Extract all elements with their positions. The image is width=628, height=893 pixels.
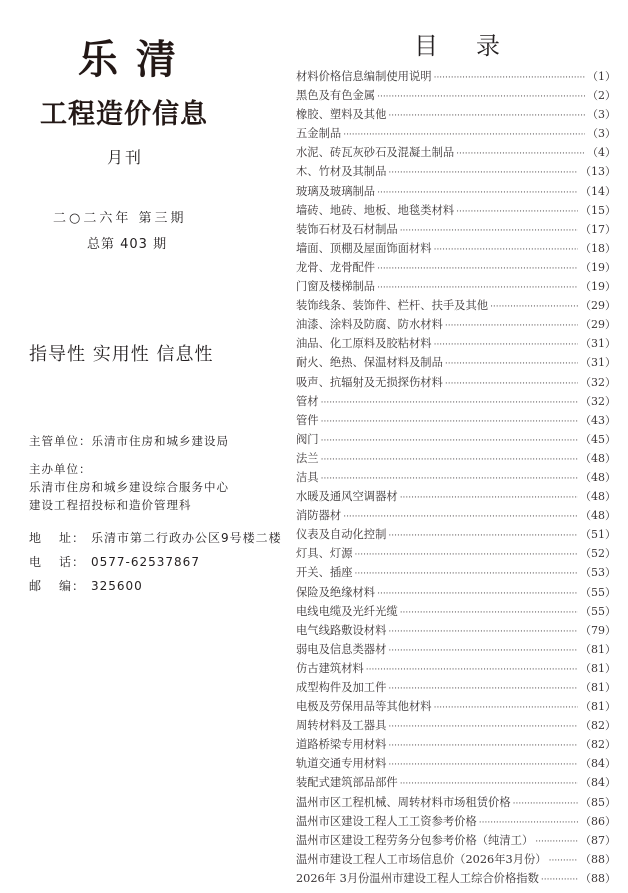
toc-leader-dots [513,799,578,809]
table-of-contents [296,0,618,893]
toc-leader-dots [355,550,579,560]
postcode-label-2: 编： [59,579,86,593]
toc-entry-page: （85） [580,795,616,809]
postcode-row [29,577,143,594]
toc-entry-title: 墙面、顶棚及屋面饰面材料 [296,241,432,255]
postcode-value: 325600 [91,579,143,593]
toc-leader-dots [366,665,578,675]
toc-entry[interactable] [296,545,616,564]
toc-entry-page: （3） [587,127,616,141]
toc-entry-title: 橡胶、塑料及其他 [296,108,387,122]
toc-entry-page: （55） [580,585,616,599]
toc-list [296,68,616,889]
organizer-row [29,460,290,514]
toc-entry-page: （79） [580,623,616,637]
toc-entry[interactable] [296,412,616,431]
toc-leader-dots [479,818,578,828]
toc-entry-page: （84） [580,776,616,790]
toc-entry-page: （52） [580,547,616,561]
toc-entry-page: （1） [587,70,616,83]
toc-entry[interactable] [296,431,616,450]
toc-leader-dots [321,455,578,465]
toc-leader-dots [535,837,578,847]
toc-entry-title: 管件 [296,413,319,427]
toc-entry[interactable] [296,564,616,583]
toc-leader-dots [400,608,578,618]
toc-entry-page: （31） [580,337,616,351]
toc-leader-dots [377,589,578,599]
toc-entry-page: （86） [580,814,616,828]
toc-entry-title: 灯具、灯源 [296,547,353,561]
toc-entry-title: 耐火、绝热、保温材料及制品 [296,356,443,370]
toc-leader-dots [434,703,578,713]
toc-leader-dots [377,264,578,274]
toc-entry-title: 管材 [296,394,319,408]
toc-entry-title: 五金制品 [296,127,342,141]
toc-leader-dots [388,531,578,541]
toc-entry[interactable] [296,450,616,469]
toc-entry[interactable] [296,622,616,641]
supervisor-row [29,432,229,450]
organizer-line-1: 乐清市住房和城乡建设综合服务中心 [29,480,229,494]
toc-leader-dots [377,92,585,102]
toc-entry[interactable] [296,736,616,755]
toc-entry-page: （81） [580,700,616,714]
toc-entry[interactable] [296,584,616,603]
toc-entry-title: 消防器材 [296,509,342,523]
toc-leader-dots [388,741,578,751]
toc-entry-title: 水泥、砖瓦灰砂石及混凝土制品 [296,146,455,160]
organizer-value [29,478,229,514]
toc-entry[interactable] [296,202,616,221]
toc-leader-dots [434,73,585,83]
toc-entry-title: 木、竹材及其制品 [296,165,387,179]
toc-entry-page: （31） [580,356,616,370]
toc-entry[interactable] [296,240,616,259]
toc-entry-page: （17） [580,222,616,236]
toc-entry[interactable] [296,68,616,87]
toc-entry[interactable] [296,374,616,393]
toc-entry-title: 阀门 [296,432,319,446]
toc-entry-title: 仪表及自动化控制 [296,528,387,542]
phone-label-2: 话： [59,555,86,569]
organizer-line-2: 建设工程招投标和造价管理科 [29,498,192,512]
toc-title: 目录 [414,32,538,60]
toc-entry[interactable] [296,393,616,412]
address-label-1: 地 [29,531,43,545]
toc-entry-title: 电线电缆及光纤光缆 [296,604,398,618]
toc-entry-page: （55） [580,604,616,618]
toc-leader-dots [434,245,578,255]
phone-row [29,553,200,570]
toc-entry-title: 温州市区工程机械、周转材料市场租赁价格 [296,795,511,809]
phone-value: 0577-62537867 [91,555,200,569]
toc-leader-dots [321,474,578,484]
toc-entry[interactable] [296,832,616,851]
toc-entry[interactable] [296,354,616,373]
toc-entry[interactable] [296,851,616,870]
toc-entry[interactable] [296,488,616,507]
toc-leader-dots [541,875,578,885]
toc-leader-dots [321,436,578,446]
toc-entry-page: （19） [580,260,616,274]
toc-entry-title: 门窗及楼梯制品 [296,280,376,294]
toc-entry-page: （81） [580,661,616,675]
toc-entry-page: （82） [580,738,616,752]
toc-entry-page: （2） [587,89,616,103]
phone-label-1: 电 [29,555,43,569]
toc-entry-page: （32） [580,394,616,408]
toc-leader-dots [388,627,578,637]
toc-entry-page: （88） [580,871,616,885]
toc-entry[interactable] [296,106,616,125]
toc-leader-dots [355,569,579,579]
toc-entry-page: （45） [580,432,616,446]
toc-entry-title: 黑色及有色金属 [296,89,376,103]
toc-entry-title: 保险及绝缘材料 [296,585,376,599]
toc-entry-title: 温州市区建设工程人工工资参考价格 [296,814,477,828]
toc-leader-dots [388,760,578,770]
toc-entry[interactable] [296,774,616,793]
toc-entry[interactable] [296,183,616,202]
toc-entry-page: （32） [580,375,616,389]
toc-entry-page: （48） [580,451,616,465]
supervisor-value: 乐清市住房和城乡建设局 [91,434,229,448]
toc-leader-dots [321,398,578,408]
toc-entry-page: （87） [580,833,616,847]
toc-entry-title: 法兰 [296,451,319,465]
toc-entry-title: 成型构件及加工件 [296,681,387,694]
toc-entry[interactable] [296,698,616,717]
toc-entry[interactable] [296,526,616,545]
toc-leader-dots [445,379,578,389]
toc-entry-title: 装饰石材及石材制品 [296,222,398,236]
toc-entry-title: 油品、化工原料及胶粘材料 [296,337,432,351]
toc-entry-title: 玻璃及玻璃制品 [296,184,376,198]
toc-leader-dots [445,359,578,369]
toc-entry-page: （48） [580,509,616,523]
toc-entry-title: 温州市区建设工程劳务分包参考价格（纯清工） [296,833,534,847]
issue-number: 二○二六年 第三期 [53,211,187,226]
toc-entry[interactable] [296,679,616,698]
toc-entry[interactable] [296,813,616,832]
slogan: 指导性 实用性 信息性 [29,344,214,365]
toc-leader-dots [388,168,578,178]
toc-leader-dots [434,340,578,350]
toc-leader-dots [343,130,585,140]
toc-leader-dots [321,417,578,427]
toc-entry[interactable] [296,794,616,813]
toc-entry-page: （4） [587,146,616,160]
toc-leader-dots [456,207,578,217]
toc-entry-page: （48） [580,470,616,484]
toc-entry-title: 洁具 [296,470,319,484]
toc-entry-title: 电极及劳保用品等其他材料 [296,700,432,714]
total-issue-number: 总第 403 期 [87,237,168,252]
toc-entry-page: （29） [580,318,616,332]
toc-entry-title: 装配式建筑部品部件 [296,776,398,790]
postcode-label-1: 邮 [29,579,43,593]
toc-leader-dots [456,149,585,159]
toc-entry[interactable] [296,87,616,106]
toc-entry[interactable] [296,717,616,736]
toc-entry[interactable] [296,278,616,297]
publication-title: 工程造价信息 [40,99,208,130]
toc-entry-title: 装饰线条、装饰件、栏杆、扶手及其他 [296,299,489,313]
toc-leader-dots [400,779,578,789]
toc-entry[interactable] [296,660,616,679]
toc-entry-page: （53） [580,566,616,580]
toc-leader-dots [549,856,578,866]
toc-entry-title: 2026年 3月份温州市建设工程人工综合价格指数 [296,871,539,885]
toc-entry-page: （18） [580,241,616,255]
toc-entry-title: 弱电及信息类器材 [296,642,387,656]
toc-entry-title: 轨道交通专用材料 [296,757,387,771]
toc-entry[interactable] [296,297,616,316]
toc-entry-page: （84） [580,757,616,771]
toc-entry-title: 仿古建筑材料 [296,661,364,675]
toc-entry-page: （19） [580,280,616,294]
toc-entry-title: 道路桥梁专用材料 [296,738,387,752]
toc-leader-dots [388,684,578,694]
toc-leader-dots [343,512,578,522]
toc-entry-page: （51） [580,528,616,542]
organizer-label: 主办单位： [29,462,92,476]
toc-entry[interactable] [296,163,616,182]
toc-entry-title: 周转材料及工器具 [296,719,387,733]
toc-entry-page: （29） [580,299,616,313]
toc-entry[interactable] [296,641,616,660]
toc-entry-title: 油漆、涂料及防腐、防水材料 [296,318,443,332]
toc-entry[interactable] [296,316,616,335]
toc-entry-page: （43） [580,413,616,427]
toc-leader-dots [400,226,578,236]
toc-entry-title: 电气线路敷设材料 [296,623,387,637]
cover-panel [0,0,290,893]
toc-entry[interactable] [296,125,616,144]
toc-entry-title: 龙骨、龙骨配件 [296,260,376,274]
toc-entry-page: （82） [580,719,616,733]
toc-entry-page: （3） [587,108,616,122]
toc-entry[interactable] [296,507,616,526]
toc-entry-title: 温州市建设工程人工市场信息价（2026年3月份） [296,852,547,866]
toc-leader-dots [388,646,578,656]
toc-leader-dots [400,493,578,503]
supervisor-label: 主管单位： [29,434,92,448]
toc-entry-page: （81） [580,642,616,656]
toc-entry-title: 墙砖、地砖、地板、地毯类材料 [296,203,455,217]
toc-leader-dots [377,188,578,198]
address-label-2: 址： [59,531,86,545]
toc-entry-title: 材料价格信息编制使用说明 [296,70,432,83]
toc-entry[interactable] [296,603,616,622]
toc-entry-page: （48） [580,490,616,504]
address-value: 乐清市第二行政办公区9号楼二楼 [91,531,282,545]
toc-entry[interactable] [296,870,616,889]
toc-entry-page: （14） [580,184,616,198]
toc-entry-page: （88） [580,852,616,866]
toc-entry[interactable] [296,469,616,488]
toc-entry[interactable] [296,259,616,278]
frequency-label: 月刊 [107,148,144,167]
toc-entry-title: 水暖及通风空调器材 [296,490,398,504]
toc-entry-page: （15） [580,203,616,217]
toc-entry-page: （13） [580,165,616,179]
toc-entry[interactable] [296,755,616,774]
toc-leader-dots [388,111,585,121]
city-title: 乐清 [78,37,194,83]
toc-leader-dots [388,722,578,732]
toc-entry-page: （81） [580,681,616,694]
toc-leader-dots [377,283,578,293]
toc-entry-title: 开关、插座 [296,566,353,580]
toc-entry[interactable] [296,144,616,163]
toc-entry[interactable] [296,335,616,354]
toc-leader-dots [445,321,578,331]
toc-leader-dots [490,302,578,312]
toc-entry[interactable] [296,221,616,240]
address-row [29,529,282,546]
toc-entry-title: 吸声、抗辐射及无损探伤材料 [296,375,443,389]
